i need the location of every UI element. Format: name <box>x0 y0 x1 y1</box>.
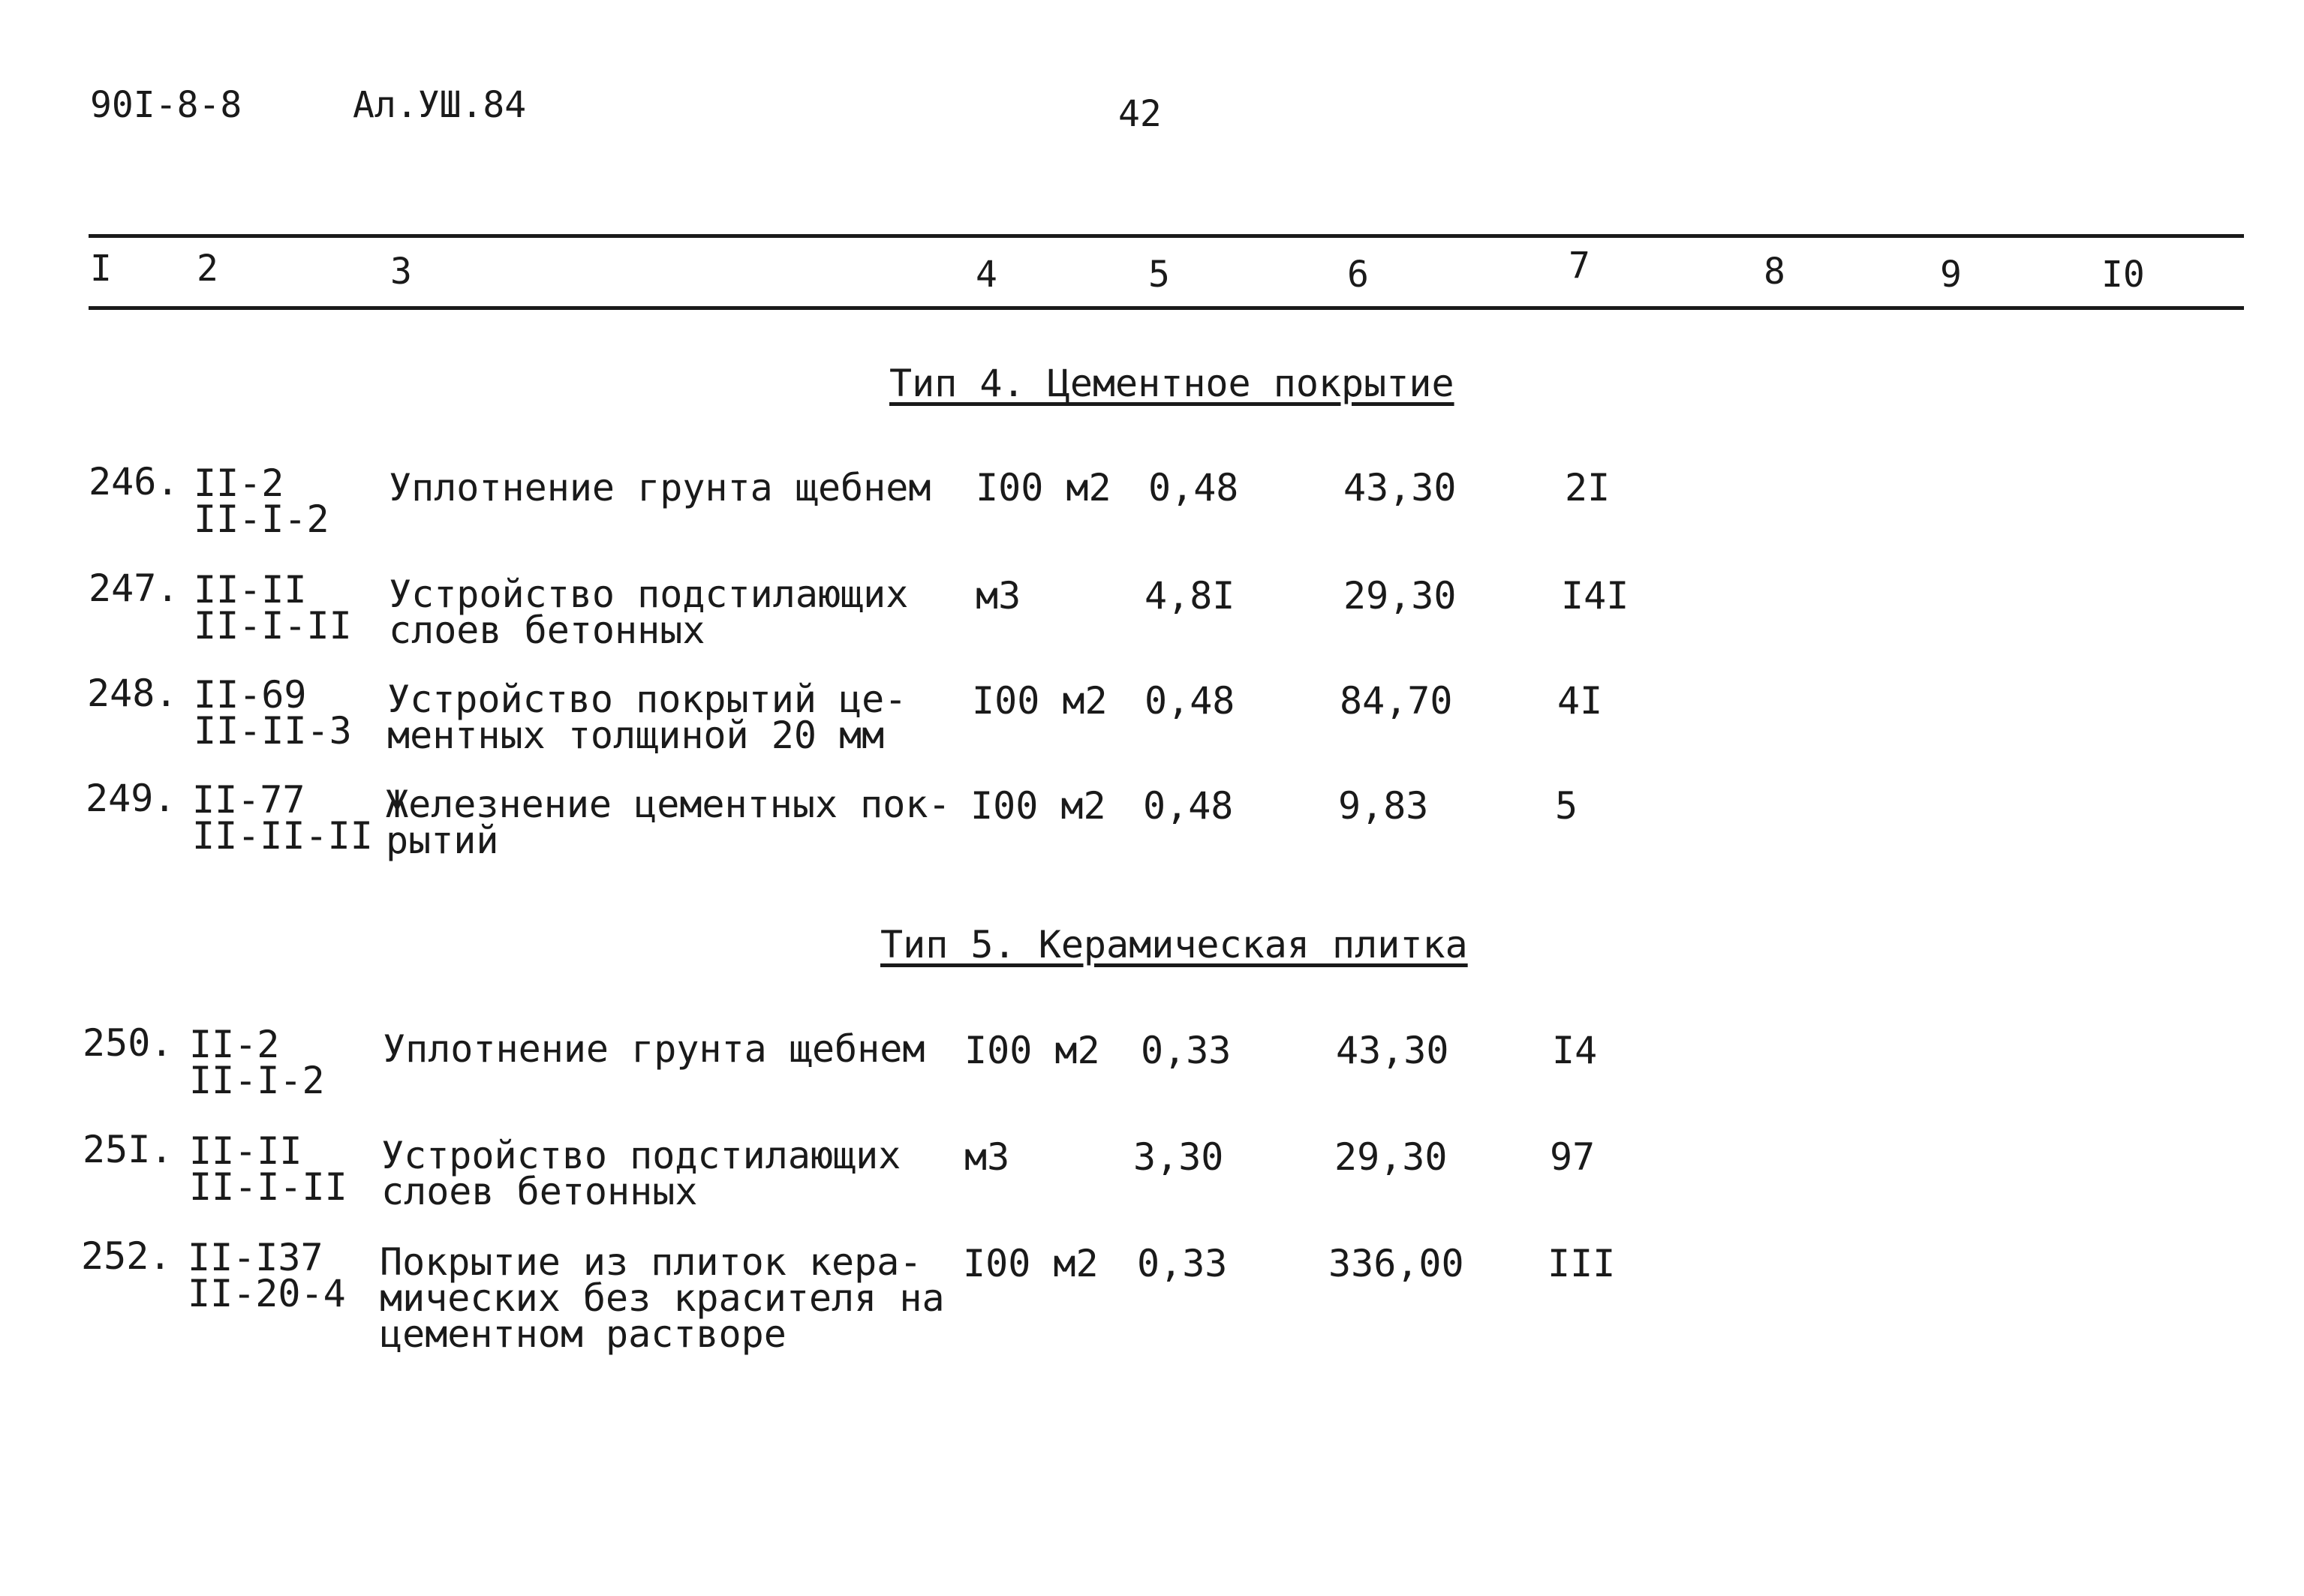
norm-code: II-77 <box>192 778 305 822</box>
row-number: 246. <box>89 460 179 503</box>
work-description-cont: рытий <box>386 819 499 862</box>
work-description-cont: слоев бетонных <box>389 609 705 652</box>
quantity: 0,48 <box>1148 466 1239 509</box>
unit-price: 43,30 <box>1336 1029 1449 1072</box>
unit: м3 <box>964 1135 1010 1179</box>
document-code: 90I-8-8 <box>90 84 242 126</box>
unit-price: 9,83 <box>1338 784 1429 828</box>
quantity: 3,30 <box>1133 1135 1224 1179</box>
work-description-cont: цементном растворе <box>380 1312 787 1356</box>
norm-code-alt: II-I-2 <box>194 497 329 541</box>
unit: I00 м2 <box>972 679 1108 723</box>
norm-code: II-2 <box>189 1023 280 1066</box>
unit: I00 м2 <box>976 466 1111 509</box>
unit-price: 29,30 <box>1334 1135 1448 1179</box>
row-number: 247. <box>89 567 179 610</box>
quantity: 0,48 <box>1143 784 1234 828</box>
quantity: 0,33 <box>1137 1242 1228 1285</box>
quantity: 0,33 <box>1141 1029 1232 1072</box>
norm-code-alt: II-20-4 <box>188 1272 346 1315</box>
norm-code-alt: II-I-II <box>194 604 352 648</box>
unit: I00 м2 <box>970 784 1106 828</box>
column-header: 7 <box>1569 245 1590 287</box>
work-description: Уплотнение грунта щебнем <box>389 466 931 509</box>
unit-price: 336,00 <box>1328 1242 1464 1285</box>
total-cost: I4 <box>1552 1029 1598 1072</box>
column-header: 3 <box>390 251 412 293</box>
quantity: 4,8I <box>1144 574 1235 618</box>
column-header: 6 <box>1347 254 1369 296</box>
unit-price: 29,30 <box>1343 574 1457 618</box>
work-description: Уплотнение грунта щебнем <box>383 1027 925 1071</box>
work-description: Железнение цементных пок- <box>386 783 951 826</box>
column-header: 2 <box>197 248 218 290</box>
total-cost: 2I <box>1565 466 1611 509</box>
norm-code: II-I37 <box>188 1236 323 1279</box>
column-header: 5 <box>1148 254 1170 296</box>
work-description: Устройство покрытий це- <box>387 678 907 721</box>
unit: м3 <box>976 574 1021 618</box>
work-description: Устройство подстилающих <box>389 573 909 616</box>
total-cost: 97 <box>1550 1135 1596 1179</box>
column-header: 8 <box>1764 251 1785 293</box>
norm-code: II-II <box>194 568 307 612</box>
section-title: Тип 4. Цементное покрытие <box>889 362 1454 405</box>
table-header-bottom-rule <box>89 306 2244 310</box>
norm-code-alt: II-I-II <box>189 1165 347 1209</box>
total-cost: III <box>1548 1242 1616 1285</box>
total-cost: 5 <box>1555 784 1578 828</box>
norm-code: II-2 <box>194 461 284 505</box>
work-description: Устройство подстилающих <box>381 1134 901 1177</box>
row-number: 25I. <box>83 1128 173 1171</box>
row-number: 248. <box>87 672 178 715</box>
quantity: 0,48 <box>1144 679 1235 723</box>
page-number: 42 <box>1118 93 1162 135</box>
total-cost: I4I <box>1561 574 1629 618</box>
work-description-cont: слоев бетонных <box>381 1170 698 1213</box>
norm-code-alt: II-II-3 <box>194 709 352 753</box>
norm-code: II-69 <box>194 673 307 717</box>
work-description-cont: ментных толщиной 20 мм <box>387 714 885 757</box>
row-number: 250. <box>83 1021 173 1065</box>
row-number: 249. <box>86 777 176 820</box>
work-description: Покрытие из плиток кера- <box>380 1240 922 1284</box>
column-header: I0 <box>2101 254 2145 296</box>
total-cost: 4I <box>1557 679 1603 723</box>
column-header: I <box>90 248 112 290</box>
unit-price: 84,70 <box>1340 679 1453 723</box>
album-reference: Ал.УШ.84 <box>353 84 527 126</box>
column-header: 9 <box>1940 254 1962 296</box>
unit: I00 м2 <box>964 1029 1100 1072</box>
unit: I00 м2 <box>963 1242 1099 1285</box>
section-title: Тип 5. Керамическая плитка <box>880 923 1468 966</box>
work-description-cont: мических без красителя на <box>380 1276 945 1320</box>
table-top-rule <box>89 234 2244 238</box>
column-header: 4 <box>976 254 997 296</box>
norm-code: II-II <box>189 1129 302 1173</box>
norm-code-alt: II-I-2 <box>189 1059 325 1102</box>
unit-price: 43,30 <box>1343 466 1457 509</box>
row-number: 252. <box>81 1234 172 1278</box>
norm-code-alt: II-II-II <box>192 814 373 858</box>
